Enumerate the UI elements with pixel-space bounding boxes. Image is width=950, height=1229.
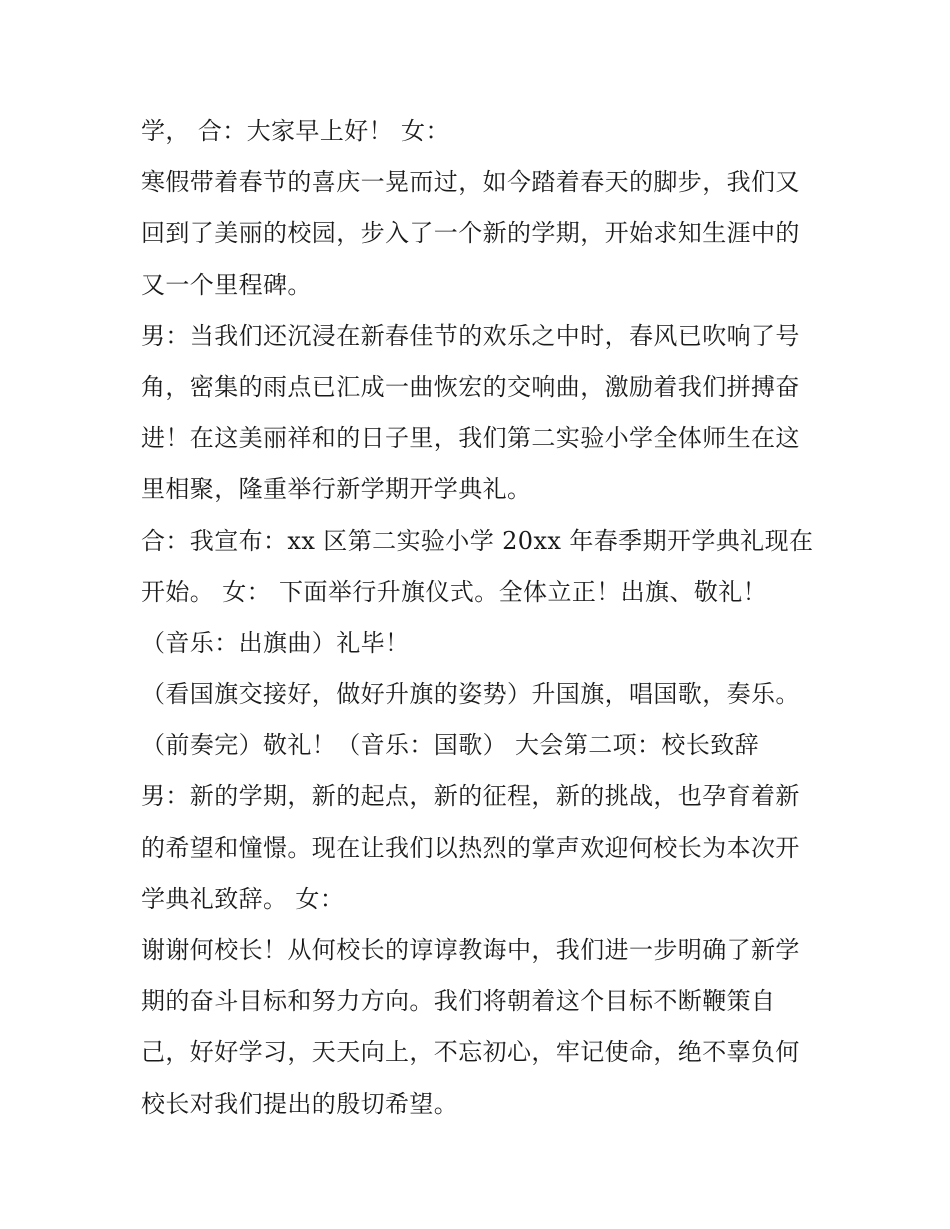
text-line: 期的奋斗目标和努力方向。我们将朝着这个目标不断鞭策自 — [141, 987, 776, 1016]
text-line: 男：新的学期，新的起点，新的征程，新的挑战，也孕育着新 — [141, 782, 800, 811]
text-line: 学典礼致辞。 女： — [141, 884, 345, 913]
text-line: 角，密集的雨点已汇成一曲恢宏的交响曲，激励着我们拼搏奋 — [141, 372, 800, 401]
text-line: 开始。 女： 下面举行升旗仪式。全体立正！出旗、敬礼！ — [141, 577, 768, 606]
text-line: 谢谢何校长！从何校长的谆谆教诲中，我们进一步明确了新学 — [141, 936, 800, 964]
text-line: 合：我宣布：xx 区第二实验小学 20xx 年春季期开学典礼现在 — [141, 526, 814, 555]
text-line: 男：当我们还沉浸在新春佳节的欢乐之中时，春风已吹响了号 — [141, 321, 800, 350]
text-line: 学， 合：大家早上好！ 女： — [141, 117, 450, 145]
document-body — [141, 106, 821, 1130]
text-line: 的希望和憧憬。现在让我们以热烈的掌声欢迎何校长为本次开 — [141, 833, 800, 862]
text-line: 己，好好学习，天天向上，不忘初心，牢记使命，绝不辜负何 — [141, 1038, 800, 1067]
text-line: 又一个里程碑。 — [141, 270, 312, 299]
text-line: 寒假带着春节的喜庆一晃而过，如今踏着春天的脚步，我们又 — [141, 168, 800, 197]
text-line: 回到了美丽的校园，步入了一个新的学期，开始求知生涯中的 — [141, 219, 800, 248]
text-line: （看国旗交接好，做好升旗的姿势）升国旗，唱国歌，奏乐。 — [141, 680, 800, 709]
text-line: 里相聚，隆重举行新学期开学典礼。 — [141, 475, 532, 504]
text-line: 校长对我们提出的殷切希望。 — [141, 1089, 459, 1118]
text-line: （音乐：出旗曲）礼毕！ — [141, 628, 410, 657]
text-line: 进！在这美丽祥和的日子里，我们第二实验小学全体师生在这 — [141, 424, 800, 453]
text-line: （前奏完）敬礼！（音乐：国歌） 大会第二项：校长致辞 — [141, 731, 760, 760]
